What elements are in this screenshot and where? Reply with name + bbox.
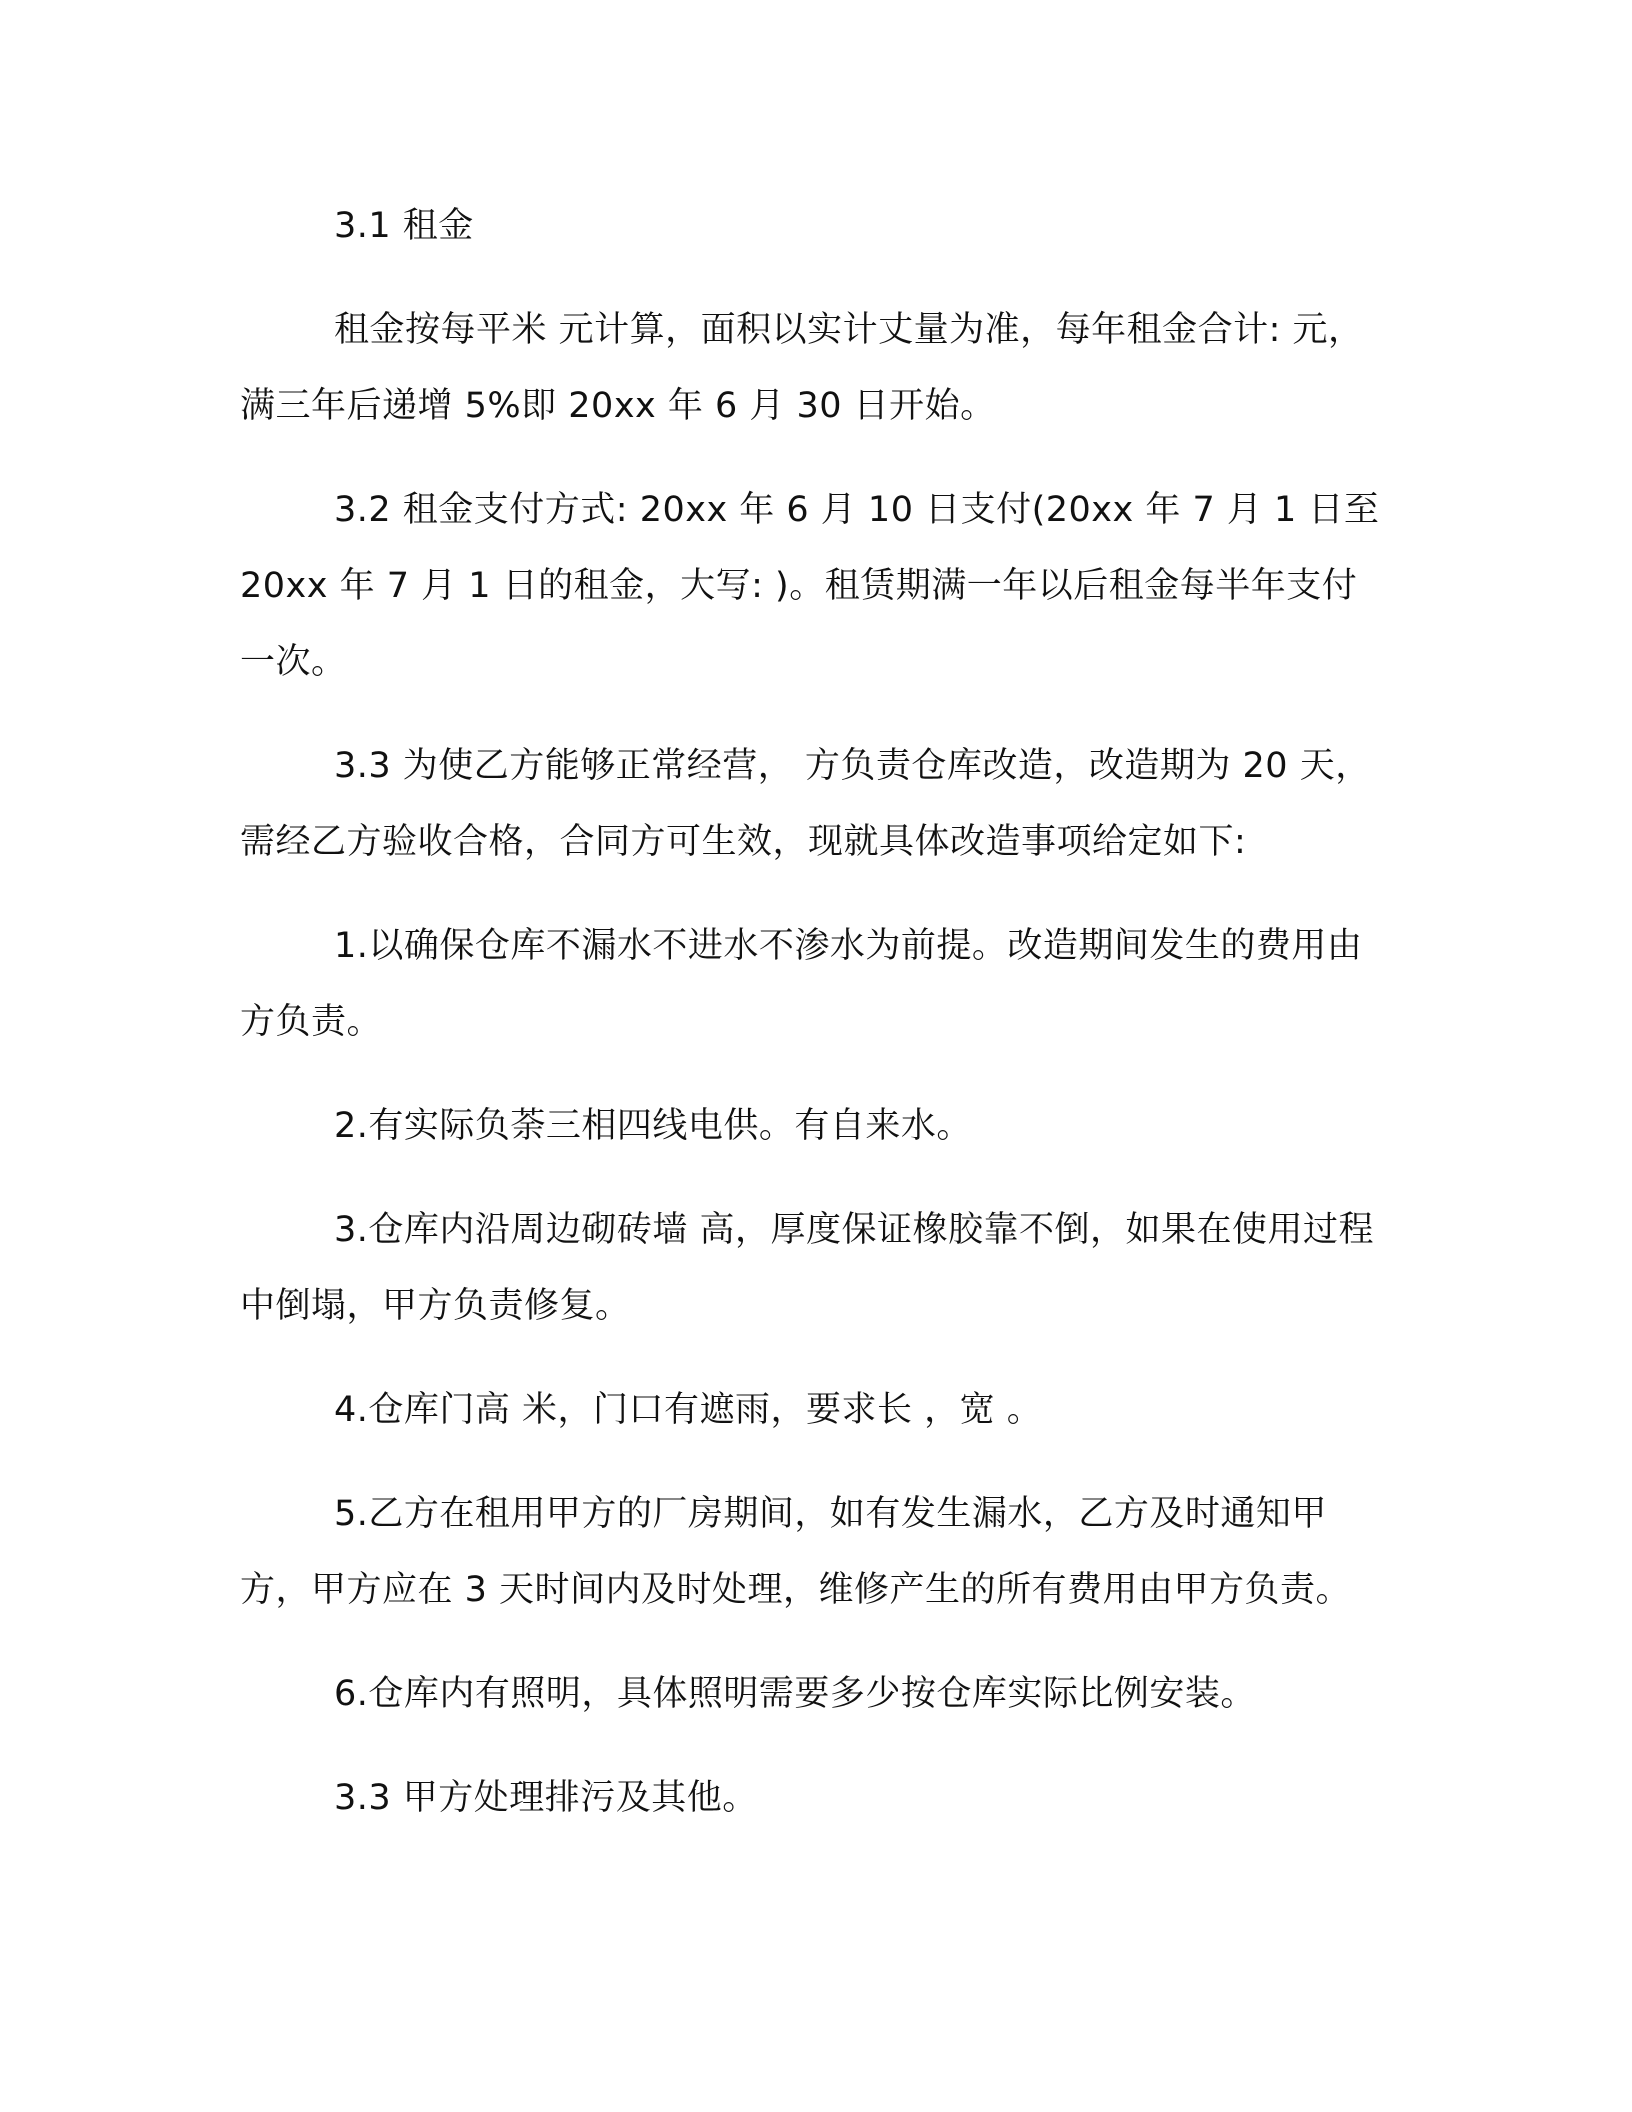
list-item-1: 1.以确保仓库不漏水不进水不渗水为前提。改造期间发生的费用由 方负责。 bbox=[240, 926, 1363, 1042]
section-heading-drainage: 3.3 甲方处理排污及其他。 bbox=[334, 1778, 758, 1818]
list-item-4: 4.仓库门高 米，门口有遮雨，要求长 ，宽 。 bbox=[334, 1390, 1043, 1430]
list-item-6: 6.仓库内有照明，具体照明需要多少按仓库实际比例安装。 bbox=[334, 1674, 1256, 1714]
list-item-2: 2.有实际负荼三相四线电供。有自来水。 bbox=[334, 1106, 972, 1146]
section-heading-rent: 3.1 租金 bbox=[334, 206, 474, 246]
document-body bbox=[240, 188, 1390, 1864]
list-item-3: 3.仓库内沿周边砌砖墙 高，厚度保证橡胶靠不倒，如果在使用过程中倒塌，甲方负责修复。 bbox=[240, 1210, 1375, 1326]
paragraph-rent-calculation: 租金按每平米 元计算，面积以实计丈量为准，每年租金合计: 元，满三年后递增 5%即 20xx 年 6 月 30 日开始。 bbox=[240, 310, 1364, 426]
paragraph-warehouse-renovation: 3.3 为使乙方能够正常经营， 方负责仓库改造，改造期为 20 天，需经乙方验收合格，合同方可生效，现就具体改造事项给定如下: bbox=[240, 746, 1371, 862]
paragraph-rent-payment: 3.2 租金支付方式: 20xx 年 6 月 10 日支付(20xx 年 7 月 1 日至 20xx 年 7 月 1 日的租金，大写: )。租赁期满一年以后租金每半年支付一次。 bbox=[240, 490, 1380, 682]
list-item-5: 5.乙方在租用甲方的厂房期间，如有发生漏水，乙方及时通知甲方，甲方应在 3 天时间内及时处理，维修产生的所有费用由甲方负责。 bbox=[240, 1494, 1352, 1610]
